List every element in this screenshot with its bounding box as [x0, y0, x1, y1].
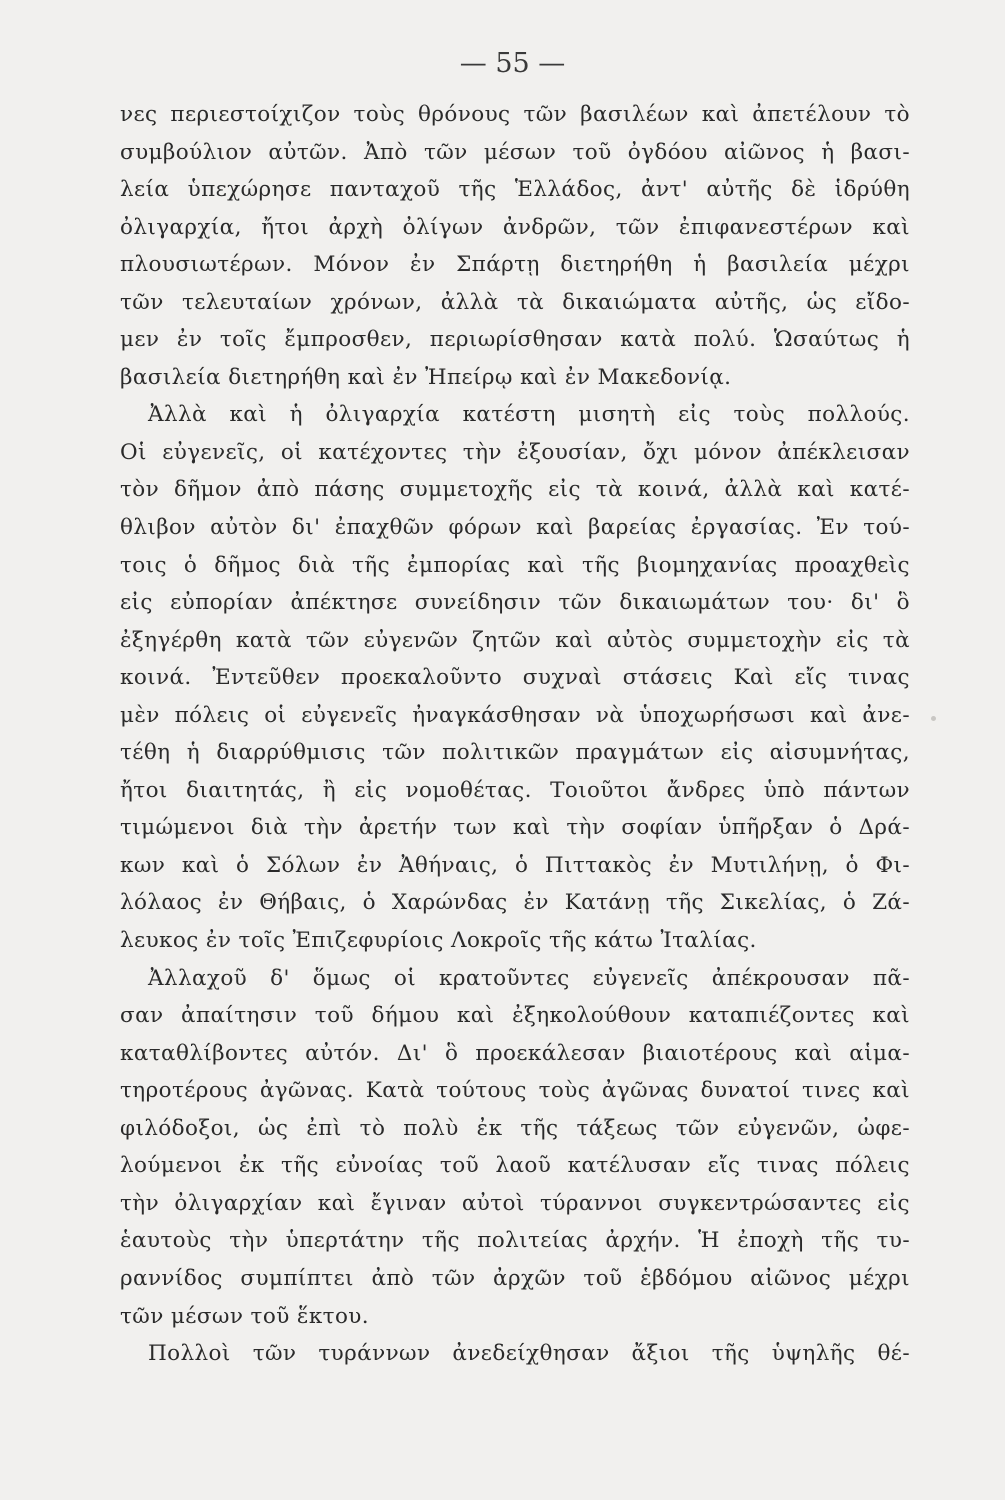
text-line: ραννίδος συμπίπτει ἀπὸ τῶν ἀρχῶν τοῦ ἑβδόμου αἰῶνος μέχρι	[120, 1265, 910, 1291]
text-line: τὸν δῆμον ἀπὸ πάσης συμμετοχῆς εἰς τὰ κοινά, ἀλλὰ καὶ κατέ-	[120, 477, 910, 503]
text-line: νες περιεστοίχιζον τοὺς θρόνους τῶν βασιλέων καὶ ἀπετέλουν τὸ	[120, 102, 910, 127]
text-line: σαν ἀπαίτησιν τοῦ δήμου καὶ ἐξηκολούθουν καταπιέζοντες καὶ	[120, 1003, 910, 1029]
paper-speck	[931, 716, 936, 721]
text-line: τοις ὁ δῆμος διὰ τῆς ἐμπορίας καὶ τῆς βιομηχανίας προαχθεὶς	[120, 552, 910, 578]
text-line: Ἀλλὰ καὶ ἡ ὀλιγαρχία κατέστη μισητὴ εἰς τοὺς πολλούς.	[148, 402, 910, 428]
text-line: ἤτοι διαιτητάς, ἢ εἰς νομοθέτας. Τοιοῦτοι ἄνδρες ὑπὸ πάντων	[120, 777, 910, 803]
text-line: εἰς εὐπορίαν ἀπέκτησε συνείδησιν τῶν δικαιωμάτων του· δι' ὃ	[120, 590, 910, 616]
text-line: συμβούλιον αὐτῶν. Ἀπὸ τῶν μέσων τοῦ ὀγδόου αἰῶνος ἡ βασι-	[120, 139, 910, 165]
text-line: λούμενοι ἐκ τῆς εὐνοίας τοῦ λαοῦ κατέλυσαν εἴς τινας πόλεις	[120, 1153, 910, 1179]
text-line: θλιβον αὐτὸν δι' ἐπαχθῶν φόρων καὶ βαρείας ἐργασίας. Ἐν τού-	[120, 515, 910, 541]
text-line: τιμώμενοι διὰ τὴν ἀρετήν των καὶ τὴν σοφίαν ὑπῆρξαν ὁ Δρά-	[120, 815, 910, 841]
text-line: Οἱ εὐγενεῖς, οἱ κατέχοντες τὴν ἐξουσίαν, ὄχι μόνον ἀπέκλεισαν	[120, 439, 910, 465]
text-line: μεν ἐν τοῖς ἔμπροσθεν, περιωρίσθησαν κατὰ πολύ. Ὡσαύτως ἡ	[120, 327, 910, 353]
text-line: τηροτέρους ἀγῶνας. Κατὰ τούτους τοὺς ἀγῶνας δυνατοί τινες καὶ	[120, 1078, 910, 1104]
text-line: πλουσιωτέρων. Μόνον ἐν Σπάρτῃ διετηρήθη ἡ βασιλεία μέχρι	[120, 252, 910, 278]
text-line: κοινά. Ἐντεῦθεν προεκαλοῦντο συχναὶ στάσεις Καὶ εἴς τινας	[120, 665, 910, 691]
text-line: καταθλίβοντες αὐτόν. Δι' ὃ προεκάλεσαν βιαιοτέρους καὶ αἱμα-	[120, 1040, 910, 1066]
text-line: τέθη ἡ διαρρύθμισις τῶν πολιτικῶν πραγμάτων εἰς αἰσυμνήτας,	[120, 740, 910, 766]
text-line: κων καὶ ὁ Σόλων ἐν Ἀθήναις, ὁ Πιττακὸς ἐν Μυτιλήνῃ, ὁ Φι-	[120, 852, 910, 878]
body-text	[120, 96, 910, 1373]
text-line: βασιλεία διετηρήθη καὶ ἐν Ἠπείρῳ καὶ ἐν Μακεδονίᾳ.	[120, 364, 732, 390]
text-line: φιλόδοξοι, ὡς ἐπὶ τὸ πολὺ ἐκ τῆς τάξεως τῶν εὐγενῶν, ὠφε-	[120, 1115, 910, 1141]
text-line: μὲν πόλεις οἱ εὐγενεῖς ἠναγκάσθησαν νὰ ὑποχωρήσωσι καὶ ἀνε-	[120, 702, 910, 728]
text-line: ἑαυτοὺς τὴν ὑπερτάτην τῆς πολιτείας ἀρχήν. Ἡ ἐποχὴ τῆς τυ-	[120, 1228, 910, 1254]
text-line: λεία ὑπεχώρησε πανταχοῦ τῆς Ἑλλάδος, ἀντ' αὐτῆς δὲ ἱδρύθη	[120, 177, 910, 203]
page-number: — 55 —	[459, 48, 566, 79]
text-line: τὴν ὀλιγαρχίαν καὶ ἔγιναν αὐτοὶ τύραννοι συγκεντρώσαντες εἰς	[120, 1190, 910, 1216]
text-line: λόλαος ἐν Θήβαις, ὁ Χαρώνδας ἐν Κατάνῃ τῆς Σικελίας, ὁ Ζά-	[120, 890, 910, 916]
text-line: τῶν μέσων τοῦ ἕκτου.	[120, 1303, 370, 1329]
text-line: λευκος ἐν τοῖς Ἐπιζεφυρίοις Λοκροῖς τῆς κάτω Ἰταλίας.	[120, 928, 757, 954]
text-line: ἐξηγέρθη κατὰ τῶν εὐγενῶν ζητῶν καὶ αὐτὸς συμμετοχὴν εἰς τὰ	[120, 627, 910, 653]
text-line: τῶν τελευταίων χρόνων, ἀλλὰ τὰ δικαιώματα αὐτῆς, ὡς εἴδο-	[120, 289, 910, 315]
text-line: Πολλοὶ τῶν τυράννων ἀνεδείχθησαν ἄξιοι τῆς ὑψηλῆς θέ-	[148, 1341, 910, 1367]
text-line: ὀλιγαρχία, ἤτοι ἀρχὴ ὀλίγων ἀνδρῶν, τῶν ἐπιφανεστέρων καὶ	[120, 214, 910, 240]
text-line: Ἀλλαχοῦ δ' ὅμως οἱ κρατοῦντες εὐγενεῖς ἀπέκρουσαν πᾶ-	[148, 965, 910, 991]
